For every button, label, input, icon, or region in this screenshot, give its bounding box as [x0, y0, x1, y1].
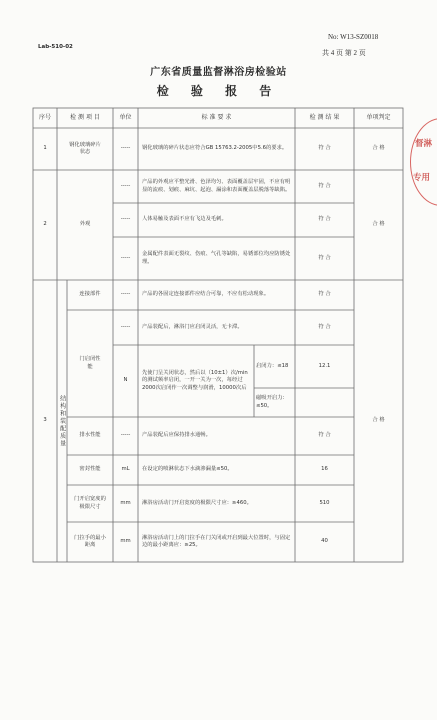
- col-header-verdict: 单项判定: [366, 114, 391, 122]
- row3-group-label: 结构和装配质量: [58, 394, 66, 448]
- door-force-label: 启闭力：≤18: [256, 362, 289, 369]
- row1-item: 钢化玻璃碎片状态: [69, 141, 101, 155]
- row2-sub3-unit: -----: [120, 254, 131, 261]
- stamp-text-bottom: 专用: [413, 173, 431, 183]
- row2-sub1-unit: -----: [120, 182, 131, 189]
- door-a-result: 符 合: [318, 323, 331, 330]
- report-title: 检 验 报 告: [156, 84, 281, 98]
- col-header-result: 检 测 结 果: [309, 114, 340, 122]
- door-magnet-value: [295, 388, 354, 417]
- row2-sub1-requirement: 产品的外观应平整光滑、色泽均匀、表面覆盖层牢固，不应有明显的流痕、划痕、麻坑、起泡、漏涂和表面覆盖层脱落等缺陷。: [142, 179, 291, 193]
- drain-item: 排水性能: [79, 432, 101, 439]
- width-item: 门开启宽度的极限尺寸: [74, 496, 106, 510]
- handle-result: 40: [321, 538, 328, 545]
- row2-sub2-unit: -----: [120, 216, 131, 223]
- seal-result: 16: [321, 466, 328, 473]
- row2-verdict: 合 格: [372, 221, 385, 228]
- door-item: 门启闭性能: [79, 356, 101, 370]
- width-unit: mm: [120, 499, 131, 506]
- handle-unit: mm: [120, 538, 131, 545]
- col-header-unit: 单位: [119, 114, 132, 122]
- width-requirement: 淋浴房活动门开启宽度的极限尺寸应：≥460。: [142, 499, 252, 506]
- door-a-requirement: 产品装配后，淋浴门应启闭灵活，无卡滞。: [142, 323, 243, 330]
- handle-requirement: 淋浴房活动门上的门拉手在门关闭或开启到最大位置时，与固定边的最小距离应：≥25。: [142, 534, 291, 548]
- width-result: 510: [319, 499, 330, 506]
- row1-no: 1: [43, 145, 47, 152]
- handle-item: 门拉手的最小距离: [74, 534, 106, 548]
- drain-requirement: 产品装配后应保持排水通畅。: [142, 432, 211, 439]
- stamp-text-top: 督淋: [415, 139, 433, 149]
- row2-sub2-requirement: 人体易触及表面不应有飞边及毛刺。: [142, 216, 227, 223]
- organization-name: 广东省质量监督淋浴房检验站: [150, 67, 287, 78]
- door-magnet-label: 磁吸开启力：≤50。: [256, 395, 288, 409]
- door-b-requirement: 先使门呈关闭状态，然后以（10±1）次/min的测试频率启闭，一开一关为一次，每经过2000次启闭作一次调整与润滑，10000次后: [142, 370, 248, 391]
- col-header-no: 序号: [38, 114, 51, 122]
- report-number: No: W13-SZ0018: [328, 33, 379, 41]
- seal-unit: mL: [121, 466, 130, 473]
- row2-sub1-result: 符 合: [318, 182, 331, 189]
- row1-requirement: 钢化玻璃的碎片状态应符合GB 15763.2-2005中5.6的要求。: [142, 145, 288, 152]
- row1-verdict: 合 格: [372, 145, 385, 152]
- connect-result: 符 合: [318, 291, 331, 298]
- drain-result: 符 合: [318, 432, 331, 439]
- door-a-unit: -----: [120, 323, 131, 330]
- row3-no: 3: [43, 417, 47, 424]
- row2-item: 外观: [79, 221, 91, 228]
- row2-sub3-requirement: 金属配件表面无裂纹、伤痕、气孔等缺陷，易锈部位均应防锈处理。: [142, 251, 291, 265]
- connect-unit: -----: [120, 291, 131, 298]
- connect-requirement: 产品的各固定连接部件应结合可靠，不应有松动现象。: [142, 291, 270, 298]
- col-header-item: 检 测 项 目: [70, 114, 100, 122]
- row3-verdict: 合 格: [372, 417, 385, 424]
- seal-item: 密封性能: [79, 466, 101, 473]
- row2-sub3-result: 符 合: [318, 254, 331, 261]
- seal-requirement: 在设定的喷淋状态下水滴渗漏量≤50。: [142, 466, 233, 473]
- drain-unit: -----: [120, 432, 131, 439]
- door-b-unit: N: [123, 377, 128, 384]
- row2-sub2-result: 符 合: [318, 216, 331, 223]
- row1-result: 符 合: [318, 145, 331, 152]
- col-header-requirement: 标 准 要 求: [201, 114, 232, 122]
- lab-code: Lab-510-02: [38, 44, 73, 50]
- connect-item: 连接部件: [79, 291, 101, 298]
- row2-no: 2: [43, 221, 47, 228]
- door-force-value: 12.1: [318, 362, 331, 369]
- page-counter: 共 4 页 第 2 页: [322, 49, 366, 57]
- row1-unit: -----: [120, 145, 131, 152]
